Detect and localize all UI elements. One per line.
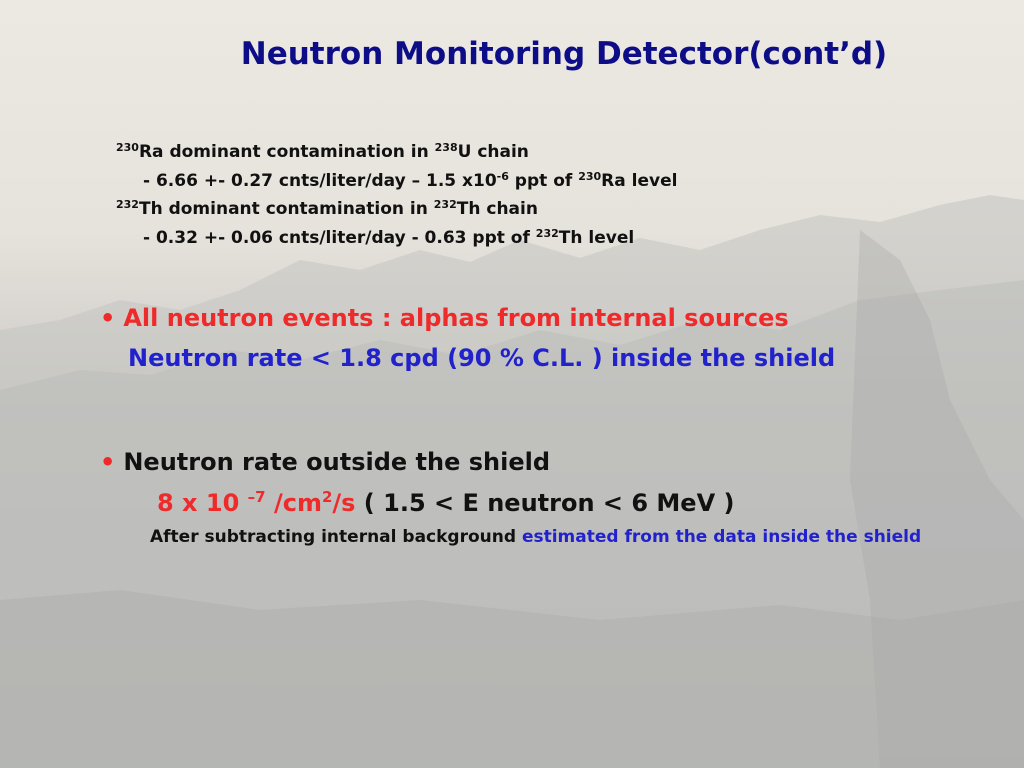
subtraction-note-highlight: estimated from the data inside the shield (521, 527, 922, 547)
th-value-text: - 0.32 +- 0.06 cnts/liter/day - 0.63 ppt of (143, 228, 536, 248)
energy-range: ( 1.5 < E neutron < 6 MeV ) (355, 489, 735, 517)
th-chain-isotope: 232 (433, 198, 457, 211)
ra-value-text: - 6.66 +- 0.27 cnts/liter/day – 1.5 x10 (143, 171, 497, 191)
ra-contamination-line (116, 142, 529, 162)
outside-rate-line (157, 489, 734, 517)
ra-value-level: Ra level (601, 171, 678, 191)
th-isotope-number: 232 (116, 198, 139, 211)
th-chain-text: Th chain (456, 199, 538, 219)
ra-value-isotope: 230 (578, 170, 602, 183)
rate-unit-time: /s (332, 489, 356, 517)
bullet-internal-sources (100, 304, 789, 332)
bullet-symbol: • (100, 448, 116, 476)
rate-exponent: –7 (247, 488, 266, 506)
ra-value-line (143, 171, 677, 191)
u-isotope-number: 238 (434, 141, 458, 154)
ra-value-exponent: -6 (496, 170, 509, 183)
th-value-line (143, 228, 634, 248)
ra-value-ppt: ppt of (508, 171, 579, 191)
neutron-rate-inside-shield: Neutron rate < 1.8 cpd (90 % C.L. ) inside the shield (128, 344, 836, 372)
subtraction-note-text: After subtracting internal background (150, 527, 522, 547)
th-value-level: Th level (558, 228, 635, 248)
th-value-isotope: 232 (535, 227, 559, 240)
ra-contamination-text: Ra dominant contamination in (138, 142, 435, 162)
rate-mantissa: 8 x 10 (157, 489, 248, 517)
rate-unit: /cm (265, 489, 322, 517)
outside-shield-text: Neutron rate outside the shield (123, 448, 551, 476)
bullet-outside-shield (100, 448, 550, 476)
ra-isotope-number: 230 (116, 141, 139, 154)
u-chain-text: U chain (457, 142, 529, 162)
th-contamination-text: Th dominant contamination in (138, 199, 434, 219)
th-contamination-line (116, 199, 538, 219)
slide-title: Neutron Monitoring Detector(cont’d) (240, 36, 888, 72)
rate-unit-exponent: 2 (321, 488, 333, 506)
subtraction-note (150, 525, 980, 549)
bullet-symbol: • (100, 304, 116, 332)
internal-sources-text: All neutron events : alphas from internal sources (123, 304, 789, 332)
